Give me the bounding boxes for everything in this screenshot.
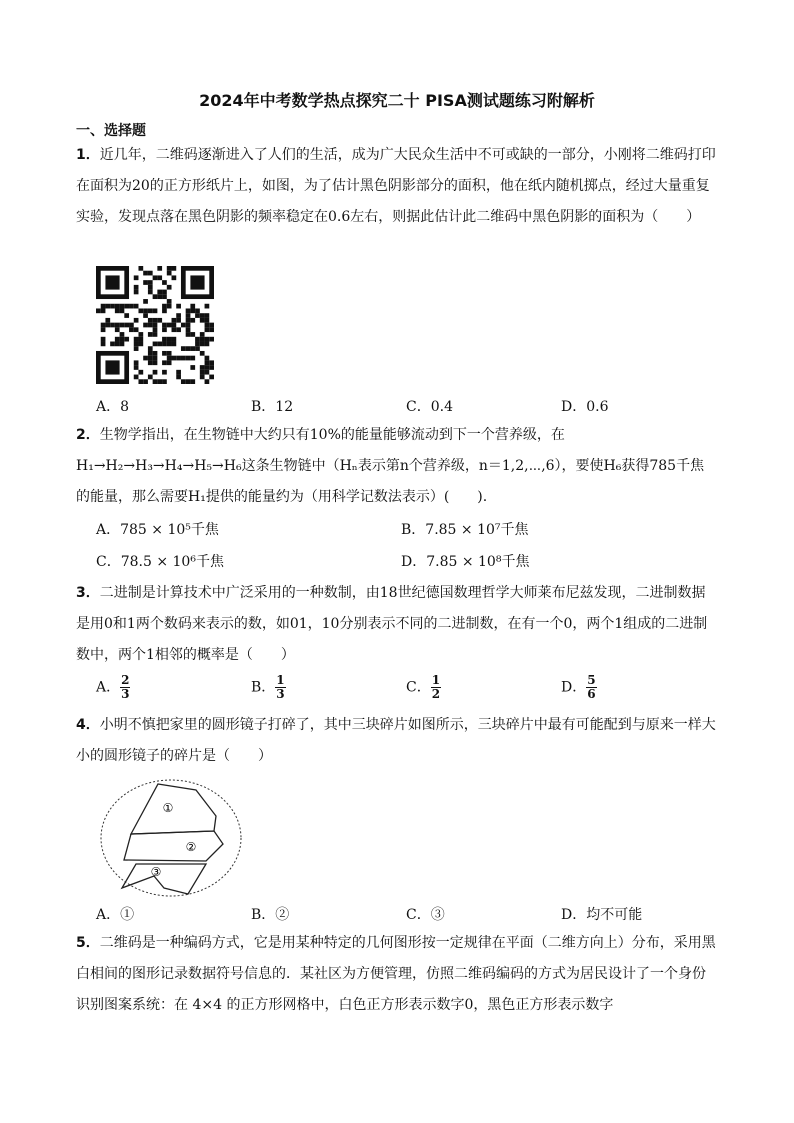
qr-module xyxy=(153,323,158,328)
qr-module xyxy=(162,337,167,342)
qr-module xyxy=(153,370,158,375)
qr-module xyxy=(153,327,158,332)
broken-mirror-figure xyxy=(96,776,246,901)
option-b[interactable]: B．7.85 × 10⁷千焦 xyxy=(401,522,529,538)
q2-options-row2 xyxy=(96,551,716,571)
qr-module xyxy=(153,294,158,299)
qr-module xyxy=(138,370,143,375)
qr-module xyxy=(181,356,186,361)
option-b[interactable] xyxy=(251,674,406,701)
qr-module xyxy=(205,360,210,365)
qr-module xyxy=(124,323,129,328)
qr-module xyxy=(124,304,129,309)
qr-module xyxy=(153,318,158,323)
qr-module xyxy=(186,318,191,323)
qr-module xyxy=(205,304,210,309)
option-a[interactable]: A．8 xyxy=(96,399,130,415)
qr-module xyxy=(205,365,210,370)
question-number: 2． xyxy=(76,427,100,443)
qr-module xyxy=(205,370,210,375)
qr-module xyxy=(120,342,125,347)
qr-module xyxy=(129,304,134,309)
qr-module xyxy=(176,356,181,361)
qr-module xyxy=(110,342,115,347)
piece-1-shape xyxy=(131,784,216,834)
qr-module xyxy=(134,275,139,280)
qr-module xyxy=(110,304,115,309)
option-a[interactable]: A．785 × 10⁵千焦 xyxy=(96,522,219,538)
qr-module xyxy=(200,365,205,370)
qr-module xyxy=(143,271,148,276)
qr-module xyxy=(162,290,167,295)
option-b[interactable]: B．12 xyxy=(251,399,294,415)
option-a[interactable] xyxy=(96,674,251,701)
qr-module xyxy=(162,304,167,309)
qr-module xyxy=(176,375,181,380)
option-d[interactable]: D．0.6 xyxy=(561,399,609,415)
qr-module xyxy=(101,327,106,332)
qr-module xyxy=(134,360,139,365)
qr-module xyxy=(134,375,139,380)
qr-module xyxy=(195,313,200,318)
question-number: 3． xyxy=(76,585,100,601)
qr-module xyxy=(181,379,186,384)
question-text: 二进制是计算技术中广泛采用的一种数制，由18世纪德国数理哲学大师莱布尼兹发现，二进制数据是用0和1两个数码来表示的数，如01，10分别表示不同的二进制数，在有一个0，两个1组成的二进制数中，两个1相邻的概率是（ ） xyxy=(76,585,708,663)
qr-module xyxy=(176,370,181,375)
denominator: 2 xyxy=(431,687,441,701)
question-number: 5． xyxy=(76,935,100,951)
denominator: 3 xyxy=(121,687,130,701)
qr-module xyxy=(190,356,195,361)
qr-module xyxy=(138,332,143,337)
qr-module xyxy=(195,308,200,313)
denominator: 3 xyxy=(276,687,285,701)
qr-module xyxy=(205,313,210,318)
qr-module xyxy=(200,370,205,375)
numerator: 2 xyxy=(121,673,130,687)
qr-module xyxy=(157,294,162,299)
qr-module xyxy=(134,342,139,347)
qr-module xyxy=(162,370,167,375)
fraction xyxy=(586,674,596,701)
option-b[interactable]: B．② xyxy=(251,907,290,923)
qr-module xyxy=(143,379,148,384)
qr-module xyxy=(148,290,153,295)
option-label: C． xyxy=(406,679,431,696)
qr-module xyxy=(186,346,191,351)
qr-module xyxy=(176,304,181,309)
option-label: D． xyxy=(561,679,587,696)
qr-module xyxy=(200,375,205,380)
qr-module xyxy=(153,332,158,337)
qr-module xyxy=(205,327,210,332)
qr-module xyxy=(195,337,200,342)
qr-module xyxy=(134,327,139,332)
qr-module xyxy=(143,299,148,304)
qr-module xyxy=(209,360,214,365)
qr-module xyxy=(172,337,177,342)
qr-module xyxy=(101,308,106,313)
qr-module xyxy=(120,323,125,328)
fraction xyxy=(120,674,130,701)
question-text: 小明不慎把家里的圆形镜子打碎了，其中三块碎片如图所示，三块碎片中最有可能配到与原来一样大小的圆形镜子的碎片是（ ） xyxy=(76,717,716,764)
qr-module xyxy=(186,308,191,313)
fraction xyxy=(431,674,441,701)
qr-module xyxy=(134,318,139,323)
qr-module xyxy=(167,323,172,328)
qr-module xyxy=(162,308,167,313)
qr-module xyxy=(195,346,200,351)
qr-module xyxy=(148,356,153,361)
piece-2-shape xyxy=(124,831,223,861)
qr-module xyxy=(120,304,125,309)
qr-module xyxy=(172,275,177,280)
qr-module xyxy=(209,323,214,328)
question-text: 二维码是一种编码方式，它是用某种特定的几何图形按一定规律在平面（二维方向上）分布，采用黑白相间的图形记录数据符号信息的．某社区为方便管理，仿照二维码编码的方式为居民设计了一个身份识别图案系统：在 4×4 的正方形网格中，白色正方形表示数字0，黑色正方形表示数字 xyxy=(76,935,716,1013)
qr-module xyxy=(134,304,139,309)
question-number: 4． xyxy=(76,717,100,733)
qr-module xyxy=(105,304,110,309)
fraction xyxy=(275,674,285,701)
qr-module xyxy=(115,304,120,309)
qr-module xyxy=(143,308,148,313)
qr-module xyxy=(153,356,158,361)
qr-module xyxy=(115,323,120,328)
qr-module xyxy=(190,304,195,309)
option-d[interactable]: D．7.85 × 10⁸千焦 xyxy=(401,554,530,570)
qr-module xyxy=(96,308,101,313)
qr-module xyxy=(138,337,143,342)
qr-module xyxy=(172,266,177,271)
qr-module xyxy=(148,308,153,313)
qr-module xyxy=(172,342,177,347)
qr-module xyxy=(167,337,172,342)
qr-module xyxy=(186,356,191,361)
qr-module xyxy=(157,379,162,384)
qr-module xyxy=(186,379,191,384)
qr-module xyxy=(115,342,120,347)
qr-module xyxy=(143,323,148,328)
qr-module xyxy=(120,337,125,342)
qr-module xyxy=(148,318,153,323)
question-1 xyxy=(76,140,716,233)
qr-module xyxy=(167,342,172,347)
qr-module xyxy=(153,379,158,384)
qr-module xyxy=(148,360,153,365)
qr-module xyxy=(209,375,214,380)
qr-module xyxy=(162,379,167,384)
qr-module xyxy=(105,318,110,323)
qr-module xyxy=(148,351,153,356)
numerator: 1 xyxy=(276,673,285,687)
qr-module xyxy=(176,327,181,332)
qr-module xyxy=(167,271,172,276)
qr-module xyxy=(115,308,120,313)
qr-module xyxy=(205,356,210,361)
qr-module xyxy=(162,342,167,347)
numerator: 1 xyxy=(431,673,441,687)
qr-module xyxy=(205,379,210,384)
qr-module xyxy=(134,290,139,295)
qr-module xyxy=(200,337,205,342)
qr-module xyxy=(190,308,195,313)
qr-module xyxy=(129,323,134,328)
qr-module xyxy=(190,346,195,351)
qr-module xyxy=(120,332,125,337)
qr-module xyxy=(209,365,214,370)
qr-module xyxy=(153,360,158,365)
qr-module xyxy=(115,337,120,342)
qr-module xyxy=(124,337,129,342)
qr-module xyxy=(162,280,167,285)
qr-module xyxy=(148,271,153,276)
piece-1-label: ① xyxy=(162,801,174,815)
qr-module xyxy=(200,318,205,323)
qr-module xyxy=(205,342,210,347)
q3-options xyxy=(96,674,716,701)
qr-module xyxy=(148,375,153,380)
qr-module xyxy=(190,275,204,289)
qr-module xyxy=(115,327,120,332)
qr-module xyxy=(172,323,177,328)
qr-module xyxy=(186,327,191,332)
qr-module xyxy=(143,280,148,285)
option-a[interactable]: A．① xyxy=(96,907,135,923)
qr-module xyxy=(148,323,153,328)
qr-module xyxy=(200,342,205,347)
qr-module xyxy=(148,280,153,285)
qr-module xyxy=(186,313,191,318)
qr-module xyxy=(205,323,210,328)
qr-module xyxy=(190,332,195,337)
qr-module xyxy=(153,351,158,356)
question-3 xyxy=(76,578,716,671)
section-heading: 一、选择题 xyxy=(76,123,146,139)
question-4 xyxy=(76,710,716,772)
dashed-circle xyxy=(101,780,241,896)
qr-module xyxy=(134,285,139,290)
q4-options xyxy=(96,904,716,924)
qr-module xyxy=(172,327,177,332)
qr-module xyxy=(167,266,172,271)
qr-module xyxy=(172,356,177,361)
qr-module xyxy=(134,346,139,351)
qr-module xyxy=(101,337,106,342)
piece-3-shape xyxy=(122,864,206,894)
qr-module xyxy=(190,365,195,370)
qr-module xyxy=(190,379,195,384)
qr-module xyxy=(205,337,210,342)
question-text: 近几年，二维码逐渐进入了人们的生活，成为广大民众生活中不可或缺的一部分，小刚将二维码打印在面积为20的正方形纸片上，如图，为了估计黑色阴影部分的面积，他在纸内随机掷点，经过大量重复实验，发现点落在黑色阴影的频率稳定在0.6左右，则据此估计此二维码中黑色阴影的面积为（ ） xyxy=(76,147,716,225)
qr-module xyxy=(162,323,167,328)
qr-module xyxy=(200,332,205,337)
page-title: 2024年中考数学热点探究二十 PISA测试题练习附解析 xyxy=(199,91,595,110)
qr-module xyxy=(105,275,119,289)
qr-module xyxy=(181,346,186,351)
qr-module xyxy=(162,360,167,365)
option-c[interactable]: C．③ xyxy=(406,907,445,923)
qr-module xyxy=(138,308,143,313)
qr-module xyxy=(167,299,172,304)
qr-module xyxy=(162,327,167,332)
qr-module xyxy=(101,342,106,347)
qr-module xyxy=(162,351,167,356)
qr-module xyxy=(134,337,139,342)
qr-module xyxy=(167,285,172,290)
qr-module xyxy=(157,266,162,271)
qr-module xyxy=(134,365,139,370)
denominator: 6 xyxy=(587,687,596,701)
piece-2-label: ② xyxy=(185,840,197,854)
qr-module xyxy=(120,308,125,313)
question-text: 生物学指出，在生物链中大约只有10%的能量能够流动到下一个营养级，在H₁→H₂→H₃→H₄→H₅→H₆这条生物链中（Hₙ表示第n个营养级，n＝1,2,⋯,6），要使H₆获得785千焦的能量，那么需要H₁提供的能量约为（用科学记数法表示）( ). xyxy=(76,427,705,505)
option-c[interactable]: C．0.4 xyxy=(406,399,453,415)
qr-module xyxy=(167,351,172,356)
qr-module xyxy=(176,313,181,318)
qr-module xyxy=(181,323,186,328)
q2-options-row1 xyxy=(96,519,716,539)
qr-module xyxy=(148,346,153,351)
qr-module xyxy=(162,294,167,299)
qr-code-image xyxy=(96,266,214,384)
qr-module xyxy=(172,318,177,323)
option-label: A． xyxy=(96,679,121,696)
qr-module xyxy=(153,342,158,347)
option-d[interactable] xyxy=(561,674,716,701)
qr-module xyxy=(105,360,119,374)
qr-module xyxy=(101,304,106,309)
question-2 xyxy=(76,420,716,513)
qr-module xyxy=(209,337,214,342)
qr-module xyxy=(148,332,153,337)
option-label: B． xyxy=(251,679,276,696)
qr-module xyxy=(167,356,172,361)
question-number: 1． xyxy=(76,147,100,163)
option-d[interactable]: D．均不可能 xyxy=(561,907,643,923)
numerator: 5 xyxy=(587,673,596,687)
qr-module xyxy=(138,266,143,271)
option-c[interactable]: C．78.5 × 10⁶千焦 xyxy=(96,554,224,570)
qr-module xyxy=(101,323,106,328)
qr-module xyxy=(157,318,162,323)
qr-module xyxy=(143,313,148,318)
qr-module xyxy=(138,379,143,384)
qr-module xyxy=(190,318,195,323)
qr-module xyxy=(129,327,134,332)
qr-module xyxy=(110,323,115,328)
qr-module xyxy=(167,360,172,365)
qr-module xyxy=(167,304,172,309)
piece-3-label: ③ xyxy=(150,865,162,879)
qr-module xyxy=(153,275,158,280)
qr-module xyxy=(143,356,148,361)
qr-module xyxy=(157,275,162,280)
option-c[interactable] xyxy=(406,674,561,701)
question-5 xyxy=(76,928,716,1021)
qr-module xyxy=(157,342,162,347)
qr-module xyxy=(209,327,214,332)
qr-module xyxy=(148,285,153,290)
qr-module xyxy=(186,323,191,328)
qr-module xyxy=(153,308,158,313)
qr-module xyxy=(205,318,210,323)
qr-module xyxy=(176,318,181,323)
qr-module xyxy=(138,342,143,347)
qr-module xyxy=(195,342,200,347)
qr-module xyxy=(105,323,110,328)
qr-module xyxy=(200,313,205,318)
qr-module xyxy=(157,290,162,295)
q1-options xyxy=(96,396,716,416)
qr-module xyxy=(186,332,191,337)
qr-module xyxy=(200,351,205,356)
qr-module xyxy=(124,313,129,318)
